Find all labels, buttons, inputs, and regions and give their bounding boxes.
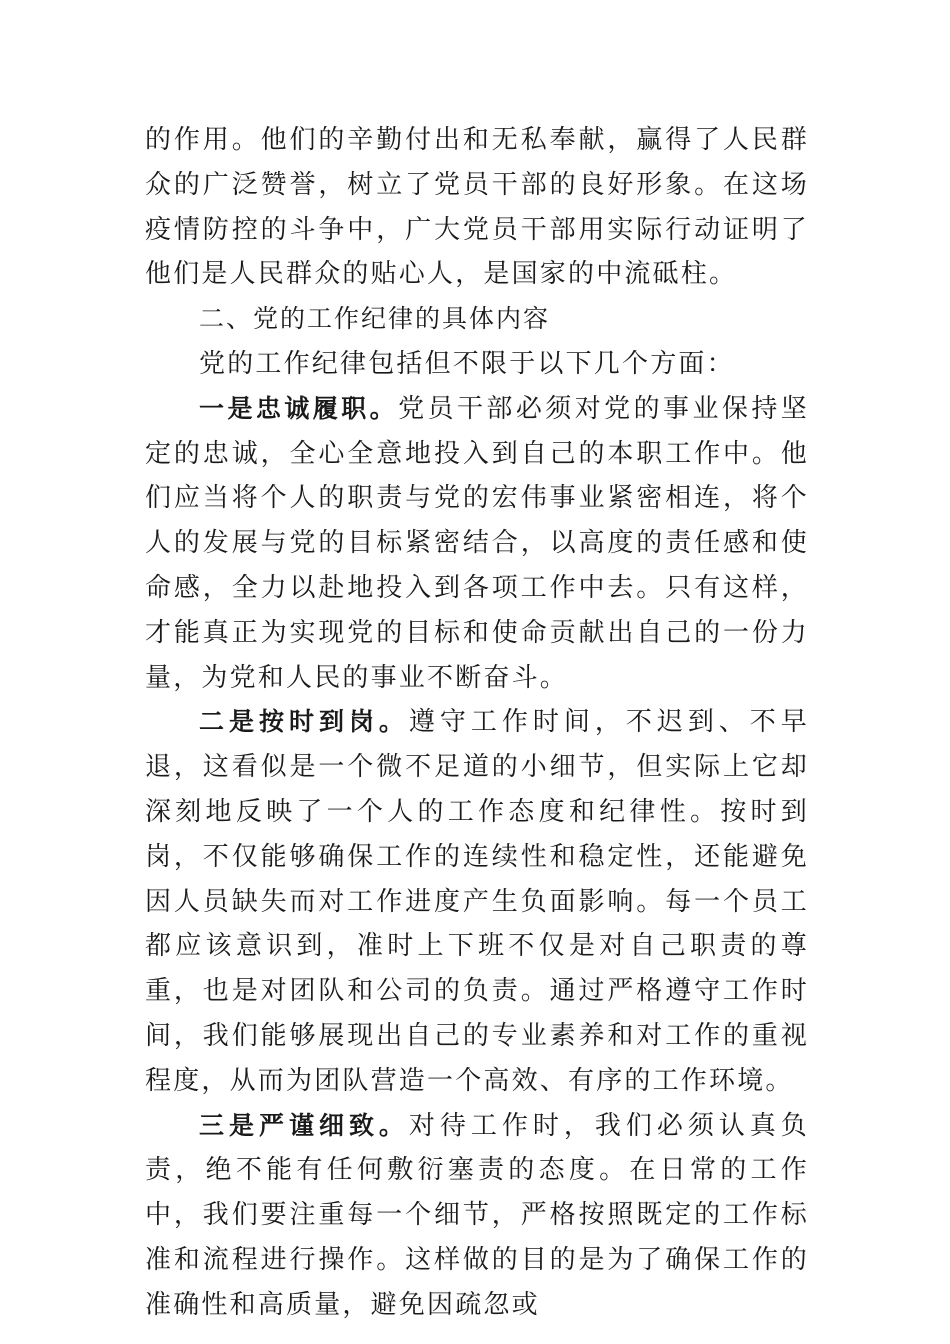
lead-phrase-loyalty: 一是忠诚履职。 [199, 393, 399, 423]
paragraph-body-rigor: 对待工作时，我们必须认真负责，绝不能有任何敷衍塞责的态度。在日常的工作中，我们要注重每一个细节，严格按照既定的工作标准和流程进行操作。这样做的目的是为了确保工作的准确性和高质量，避免因疏忽或 [145, 1110, 809, 1320]
document-page [145, 118, 809, 1328]
paragraph-body-punctuality: 遵守工作时间，不迟到、不早退，这看似是一个微不足道的小细节，但实际上它却深刻地反映了一个人的工作态度和纪律性。按时到岗，不仅能够确保工作的连续性和稳定性，还能避免因人员缺失而对工作进度产生负面影响。每一个员工都应该意识到，准时上下班不仅是对自己职责的尊重，也是对团队和公司的负责。通过严格遵守工作时间，我们能够展现出自己的专业素养和对工作的重视程度，从而为团队营造一个高效、有序的工作环境。 [145, 707, 809, 1096]
lead-phrase-rigor: 三是严谨细致。 [199, 1110, 409, 1140]
paragraph-rigor [145, 1104, 809, 1328]
paragraph-continuation: 的作用。他们的辛勤付出和无私奉献，赢得了人民群众的广泛赞誉，树立了党员干部的良好形象。在这场疫情防控的斗争中，广大党员干部用实际行动证明了他们是人民群众的贴心人，是国家的中流砥柱。 [145, 125, 809, 290]
paragraph-punctuality [145, 700, 809, 1103]
lead-phrase-punctuality: 二是按时到岗。 [199, 707, 409, 737]
paragraph-loyalty [145, 387, 809, 701]
section-heading: 二、党的工作纪律的具体内容 [199, 304, 551, 334]
paragraph-body-loyalty: 党员干部必须对党的事业保持坚定的忠诚，全心全意地投入到自己的本职工作中。他们应当将个人的职责与党的宏伟事业紧密相连，将个人的发展与党的目标紧密结合，以高度的责任感和使命感，全力以赴地投入到各项工作中去。只有这样，才能真正为实现党的目标和使命贡献出自己的一份力量，为党和人民的事业不断奋斗。 [145, 393, 809, 693]
paragraph-intro: 党的工作纪律包括但不限于以下几个方面： [199, 348, 735, 379]
